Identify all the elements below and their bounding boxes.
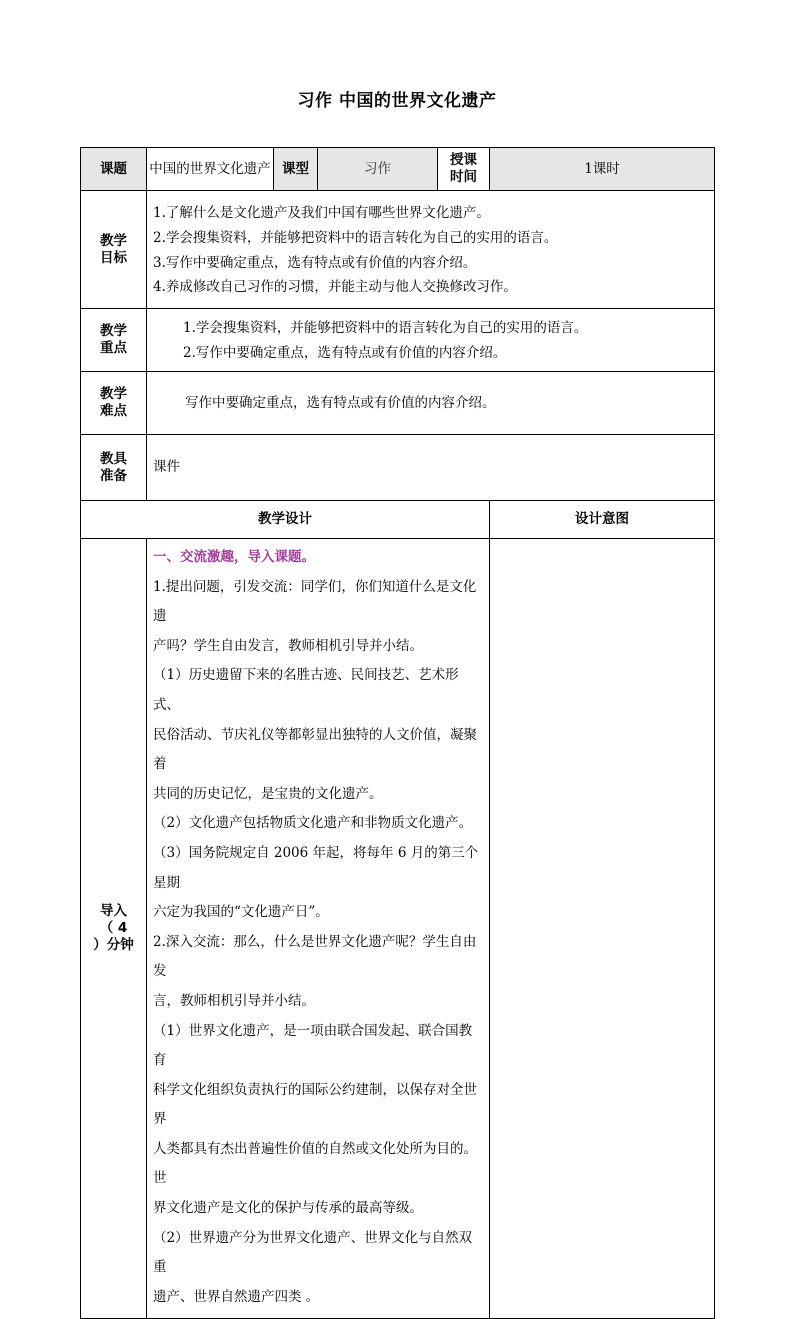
intro-row bbox=[81, 539, 715, 1319]
key-point-item: 2.写作中要确定重点，选有特点或有价值的内容介绍。 bbox=[183, 345, 507, 361]
objective-item: 3.写作中要确定重点，选有特点或有价值的内容介绍。 bbox=[153, 254, 477, 271]
topic-value: 中国的世界文化遗产 bbox=[147, 148, 274, 191]
key-points-content bbox=[147, 309, 715, 372]
difficulties-content: 写作中要确定重点，选有特点或有价值的内容介绍。 bbox=[147, 372, 715, 435]
materials-row bbox=[81, 435, 715, 501]
intro-label-line1: 导入 bbox=[100, 903, 127, 920]
intro-intent-content bbox=[490, 539, 715, 1319]
objectives-content bbox=[147, 191, 715, 309]
key-points-label-line2: 重点 bbox=[100, 340, 127, 356]
key-point-item: 1.学会搜集资料，并能够把资料中的语言转化为自己的实用的语言。 bbox=[183, 320, 588, 337]
lesson-plan-table bbox=[80, 147, 715, 1319]
objectives-row bbox=[81, 191, 715, 309]
intro-label-line3: ）分钟 bbox=[93, 937, 134, 954]
difficulties-label-line2: 难点 bbox=[100, 403, 127, 419]
intent-header-label: 设计意图 bbox=[490, 501, 715, 539]
intro-line: 1.提出问题，引发交流：同学们，你们知道什么是文化遗 bbox=[153, 578, 477, 625]
key-points-label bbox=[81, 309, 147, 372]
intro-line: （3）国务院规定自 2006 年起，将每年 6 月的第三个星期 bbox=[153, 844, 479, 891]
intro-label-line2: （ 4 bbox=[99, 920, 128, 937]
topic-label: 课题 bbox=[81, 148, 147, 191]
intro-line: 2.深入交流：那么，什么是世界文化遗产呢？学生自由发 bbox=[153, 933, 477, 980]
hours-label-line1: 授课 bbox=[450, 152, 477, 169]
type-value: 习作 bbox=[318, 148, 438, 191]
intro-design-content bbox=[147, 539, 490, 1319]
intro-line: （2）文化遗产包括物质文化遗产和非物质文化遗产。 bbox=[153, 815, 473, 832]
objective-item: 1.了解什么是文化遗产及我们中国有哪些世界文化遗产。 bbox=[153, 204, 490, 221]
intro-line: 共同的历史记忆，是宝贵的文化遗产。 bbox=[153, 785, 383, 802]
intro-line: 民俗活动、节庆礼仪等都彰显出独特的人文价值，凝聚着 bbox=[153, 726, 477, 773]
hours-value: 1课时 bbox=[490, 148, 715, 191]
materials-content: 课件 bbox=[147, 435, 715, 501]
materials-label bbox=[81, 435, 147, 501]
intro-line: 人类都具有杰出普遍性价值的自然或文化处所为目的。世 bbox=[153, 1140, 477, 1187]
intro-line: 六定为我国的“文化遗产日”。 bbox=[153, 904, 329, 921]
key-points-row bbox=[81, 309, 715, 372]
difficulties-label-line1: 教学 bbox=[100, 386, 127, 403]
type-label: 课型 bbox=[274, 148, 318, 191]
design-header-row bbox=[81, 501, 715, 539]
hours-label bbox=[438, 148, 490, 191]
intro-section-label bbox=[81, 539, 147, 1319]
objective-item: 4.养成修改自己习作的习惯，并能主动与他人交换修改习作。 bbox=[153, 279, 517, 296]
design-header-label: 教学设计 bbox=[81, 501, 490, 539]
intro-line: （2）世界遗产分为世界文化遗产、世界文化与自然双重 bbox=[153, 1229, 473, 1276]
intro-line: 言，教师相机引导并小结。 bbox=[153, 992, 315, 1009]
intro-line: 遗产、世界自然遗产四类 。 bbox=[153, 1288, 320, 1305]
intro-line: （1）世界文化遗产，是一项由联合国发起、联合国教育 bbox=[153, 1022, 473, 1069]
key-points-label-line1: 教学 bbox=[100, 323, 127, 340]
intro-line: 产吗？学生自由发言，教师相机引导并小结。 bbox=[153, 637, 423, 654]
difficulties-row bbox=[81, 372, 715, 435]
header-row bbox=[81, 148, 715, 191]
objectives-label-line1: 教学 bbox=[100, 232, 127, 249]
objectives-label bbox=[81, 191, 147, 309]
hours-label-line2: 时间 bbox=[450, 169, 477, 185]
materials-label-line2: 准备 bbox=[100, 467, 127, 484]
objective-item: 2.学会搜集资料，并能够把资料中的语言转化为自己的实用的语言。 bbox=[153, 229, 558, 246]
intro-line: （1）历史遗留下来的名胜古迹、民间技艺、艺术形式、 bbox=[153, 667, 459, 713]
document-title: 习作 中国的世界文化遗产 bbox=[297, 91, 497, 111]
intro-line: 界文化遗产是文化的保护与传承的最高等级。 bbox=[153, 1200, 423, 1217]
intro-line: 科学文化组织负责执行的国际公约建制，以保存对全世界 bbox=[153, 1081, 477, 1128]
difficulties-label bbox=[81, 372, 147, 435]
materials-label-line1: 教具 bbox=[100, 450, 127, 467]
intro-heading: 一、交流激趣，导入课题。 bbox=[153, 549, 315, 565]
objectives-label-line2: 目标 bbox=[100, 249, 127, 266]
